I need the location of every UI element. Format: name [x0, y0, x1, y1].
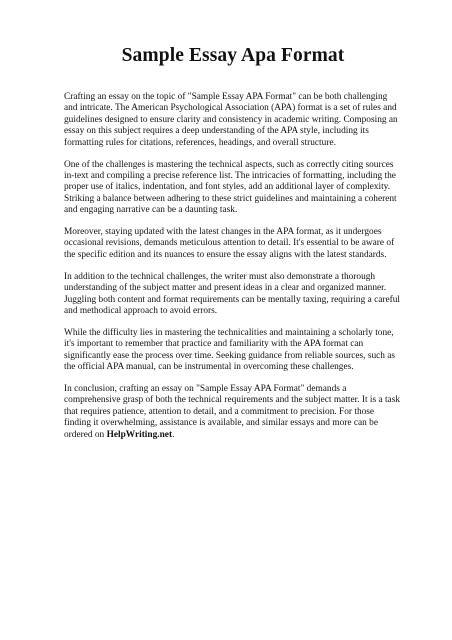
paragraph-intro: Crafting an essay on the topic of "Sample Essay APA Format" can be both challenging and intricate. The American Psychological Association (APA) format is a set of rules and guidelines designed to ensure clarity and consistency in academic writing. Composing an essay on this subject requires a deep understanding of the APA style, including its formatting rules for citations, references, headings, and overall structure. — [64, 92, 398, 148]
paragraph-conclusion — [64, 384, 402, 441]
helpwriting-link[interactable]: HelpWriting.net — [106, 429, 173, 440]
conclusion-text: In conclusion, crafting an essay on "Sample Essay APA Format" demands a comprehensive grasp of both the technical requirements and the subject matter. It is a task that requires patience, attention to detail, and a commitment to precision. For those finding it overwhelming, assistance is available, and similar essays and more can be ordered on — [64, 384, 401, 440]
paragraph-practice: While the difficulty lies in mastering the technicalities and maintaining a scholarly tone, it's important to remember that practice and familiarity with the APA format can significantly ease the process over time. Seeking guidance from reliable sources, such as the official APA manual, can be instrumental in overcoming these challenges. — [64, 327, 396, 373]
paragraph-subject-matter: In addition to the technical challenges, the writer must also demonstrate a thorough understanding of the subject matter and present ideas in a clear and organized manner. Juggling both content and format requirements can be mentally taxing, requiring a careful and methodical approach to avoid errors. — [64, 271, 401, 316]
paragraph-updates: Moreover, staying updated with the latest changes in the APA format, as it undergoes occasional revisions, demands meticulous attention to detail. It's essential to be aware of the specific edition and its nuances to ensure the essay aligns with the latest standards. — [64, 227, 395, 260]
page-title: Sample Essay Apa Format — [121, 45, 345, 66]
conclusion-end: . — [172, 429, 175, 440]
paragraph-challenges: One of the challenges is mastering the technical aspects, such as correctly citing sources in-text and compiling a precise reference list. The intricacies of formatting, including the proper use of italics, indentation, and font styles, add an additional layer of complexity. Striking a balance between adhering to these strict guidelines and maintaining a coherent and engaging narrative can be a daunting task. — [64, 159, 397, 216]
